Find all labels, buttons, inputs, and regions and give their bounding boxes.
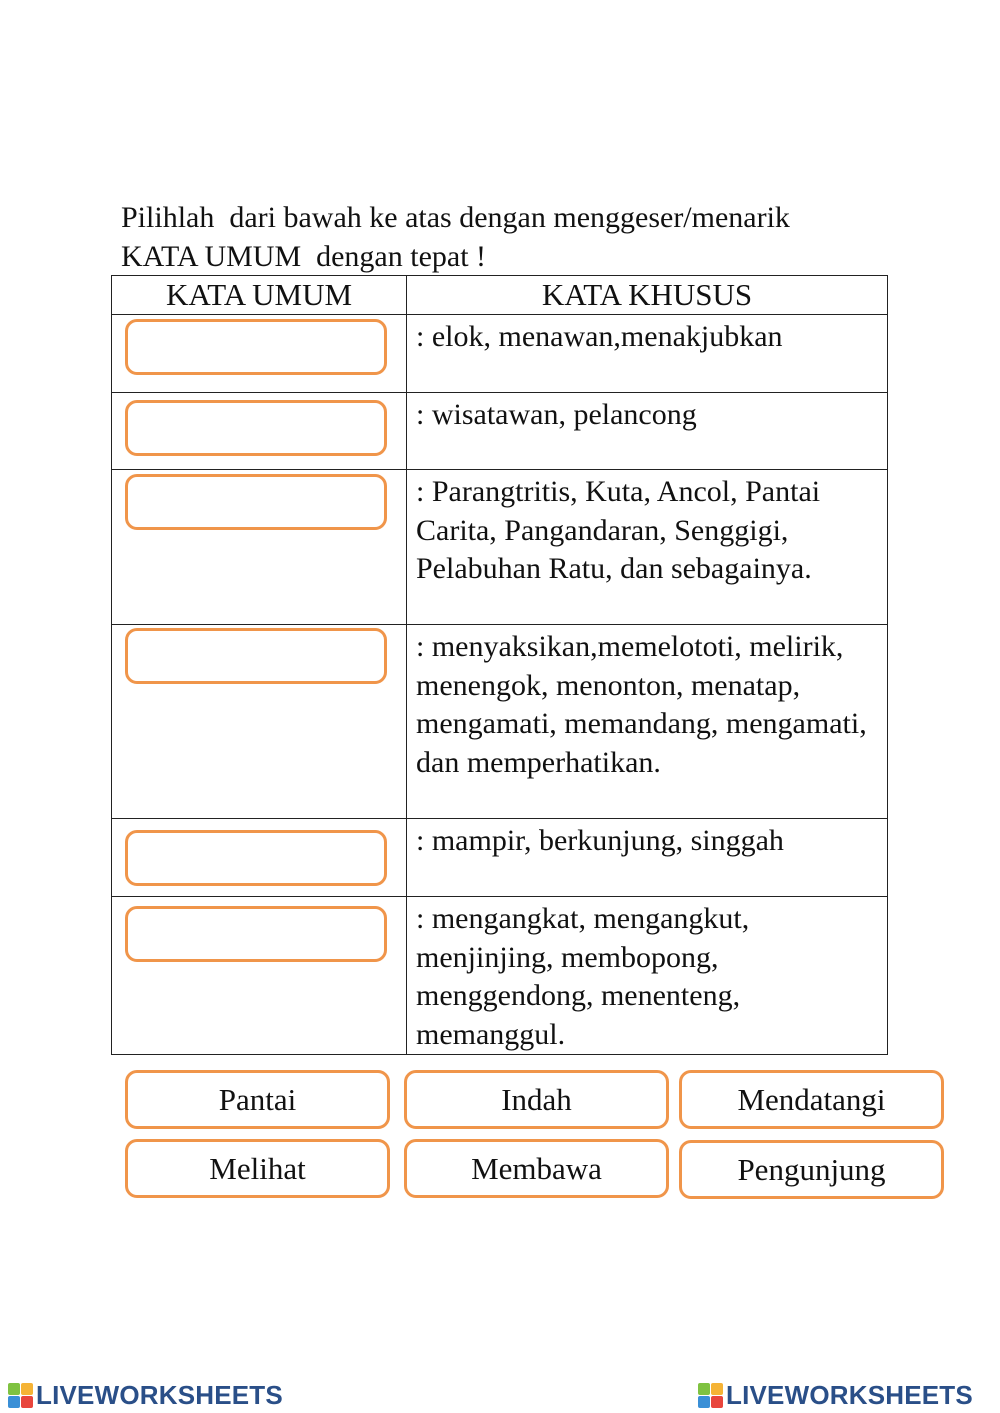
table-row xyxy=(112,819,888,897)
drop-slot-5[interactable] xyxy=(125,830,387,886)
table-row xyxy=(112,625,888,819)
header-kata-umum: KATA UMUM xyxy=(112,276,407,315)
instruction-text xyxy=(121,198,921,276)
liveworksheets-mark-icon xyxy=(698,1383,723,1408)
liveworksheets-logo-left xyxy=(8,1378,283,1412)
word-chip-pantai[interactable]: Pantai xyxy=(125,1070,390,1129)
drop-slot-6[interactable] xyxy=(125,906,387,962)
kata-umum-cell xyxy=(112,819,407,897)
kata-umum-cell xyxy=(112,470,407,625)
matching-table xyxy=(111,275,888,1055)
kata-khusus-cell: : elok, menawan,menakjubkan xyxy=(407,315,888,393)
table-row xyxy=(112,897,888,1055)
liveworksheets-mark-icon xyxy=(8,1383,33,1408)
liveworksheets-logo-right xyxy=(698,1378,973,1412)
kata-umum-cell xyxy=(112,625,407,819)
word-chip-indah[interactable]: Indah xyxy=(404,1070,669,1129)
word-chip-mendatangi[interactable]: Mendatangi xyxy=(679,1070,944,1129)
instruction-line-1: Pilihlah dari bawah ke atas dengan menggeser/menarik xyxy=(121,201,790,234)
word-chip-pengunjung[interactable]: Pengunjung xyxy=(679,1140,944,1199)
table-row xyxy=(112,393,888,470)
drop-slot-2[interactable] xyxy=(125,400,387,456)
kata-khusus-cell: : mampir, berkunjung, singgah xyxy=(407,819,888,897)
instruction-line-2: KATA UMUM dengan tepat ! xyxy=(121,240,487,273)
header-kata-khusus: KATA KHUSUS xyxy=(407,276,888,315)
kata-umum-cell xyxy=(112,897,407,1055)
kata-khusus-cell: : wisatawan, pelancong xyxy=(407,393,888,470)
word-chip-melihat[interactable]: Melihat xyxy=(125,1139,390,1198)
table-header-row xyxy=(112,276,888,315)
kata-khusus-cell: : mengangkat, mengangkut, menjinjing, membopong, menggendong, menenteng, memanggul. xyxy=(407,897,888,1055)
word-chip-membawa[interactable]: Membawa xyxy=(404,1139,669,1198)
kata-umum-cell xyxy=(112,393,407,470)
drop-slot-3[interactable] xyxy=(125,474,387,530)
logo-text: LIVEWORKSHEETS xyxy=(726,1379,973,1410)
drop-slot-4[interactable] xyxy=(125,628,387,684)
table-row xyxy=(112,315,888,393)
drop-slot-1[interactable] xyxy=(125,319,387,375)
kata-khusus-cell: : Parangtritis, Kuta, Ancol, Pantai Carita, Pangandaran, Senggigi, Pelabuhan Ratu, dan sebagainya. xyxy=(407,470,888,625)
table-row xyxy=(112,470,888,625)
kata-khusus-cell: : menyaksikan,memelototi, melirik, menengok, menonton, menatap, mengamati, memandang, mengamati, dan memperhatikan. xyxy=(407,625,888,819)
logo-text: LIVEWORKSHEETS xyxy=(36,1379,283,1410)
kata-umum-cell xyxy=(112,315,407,393)
